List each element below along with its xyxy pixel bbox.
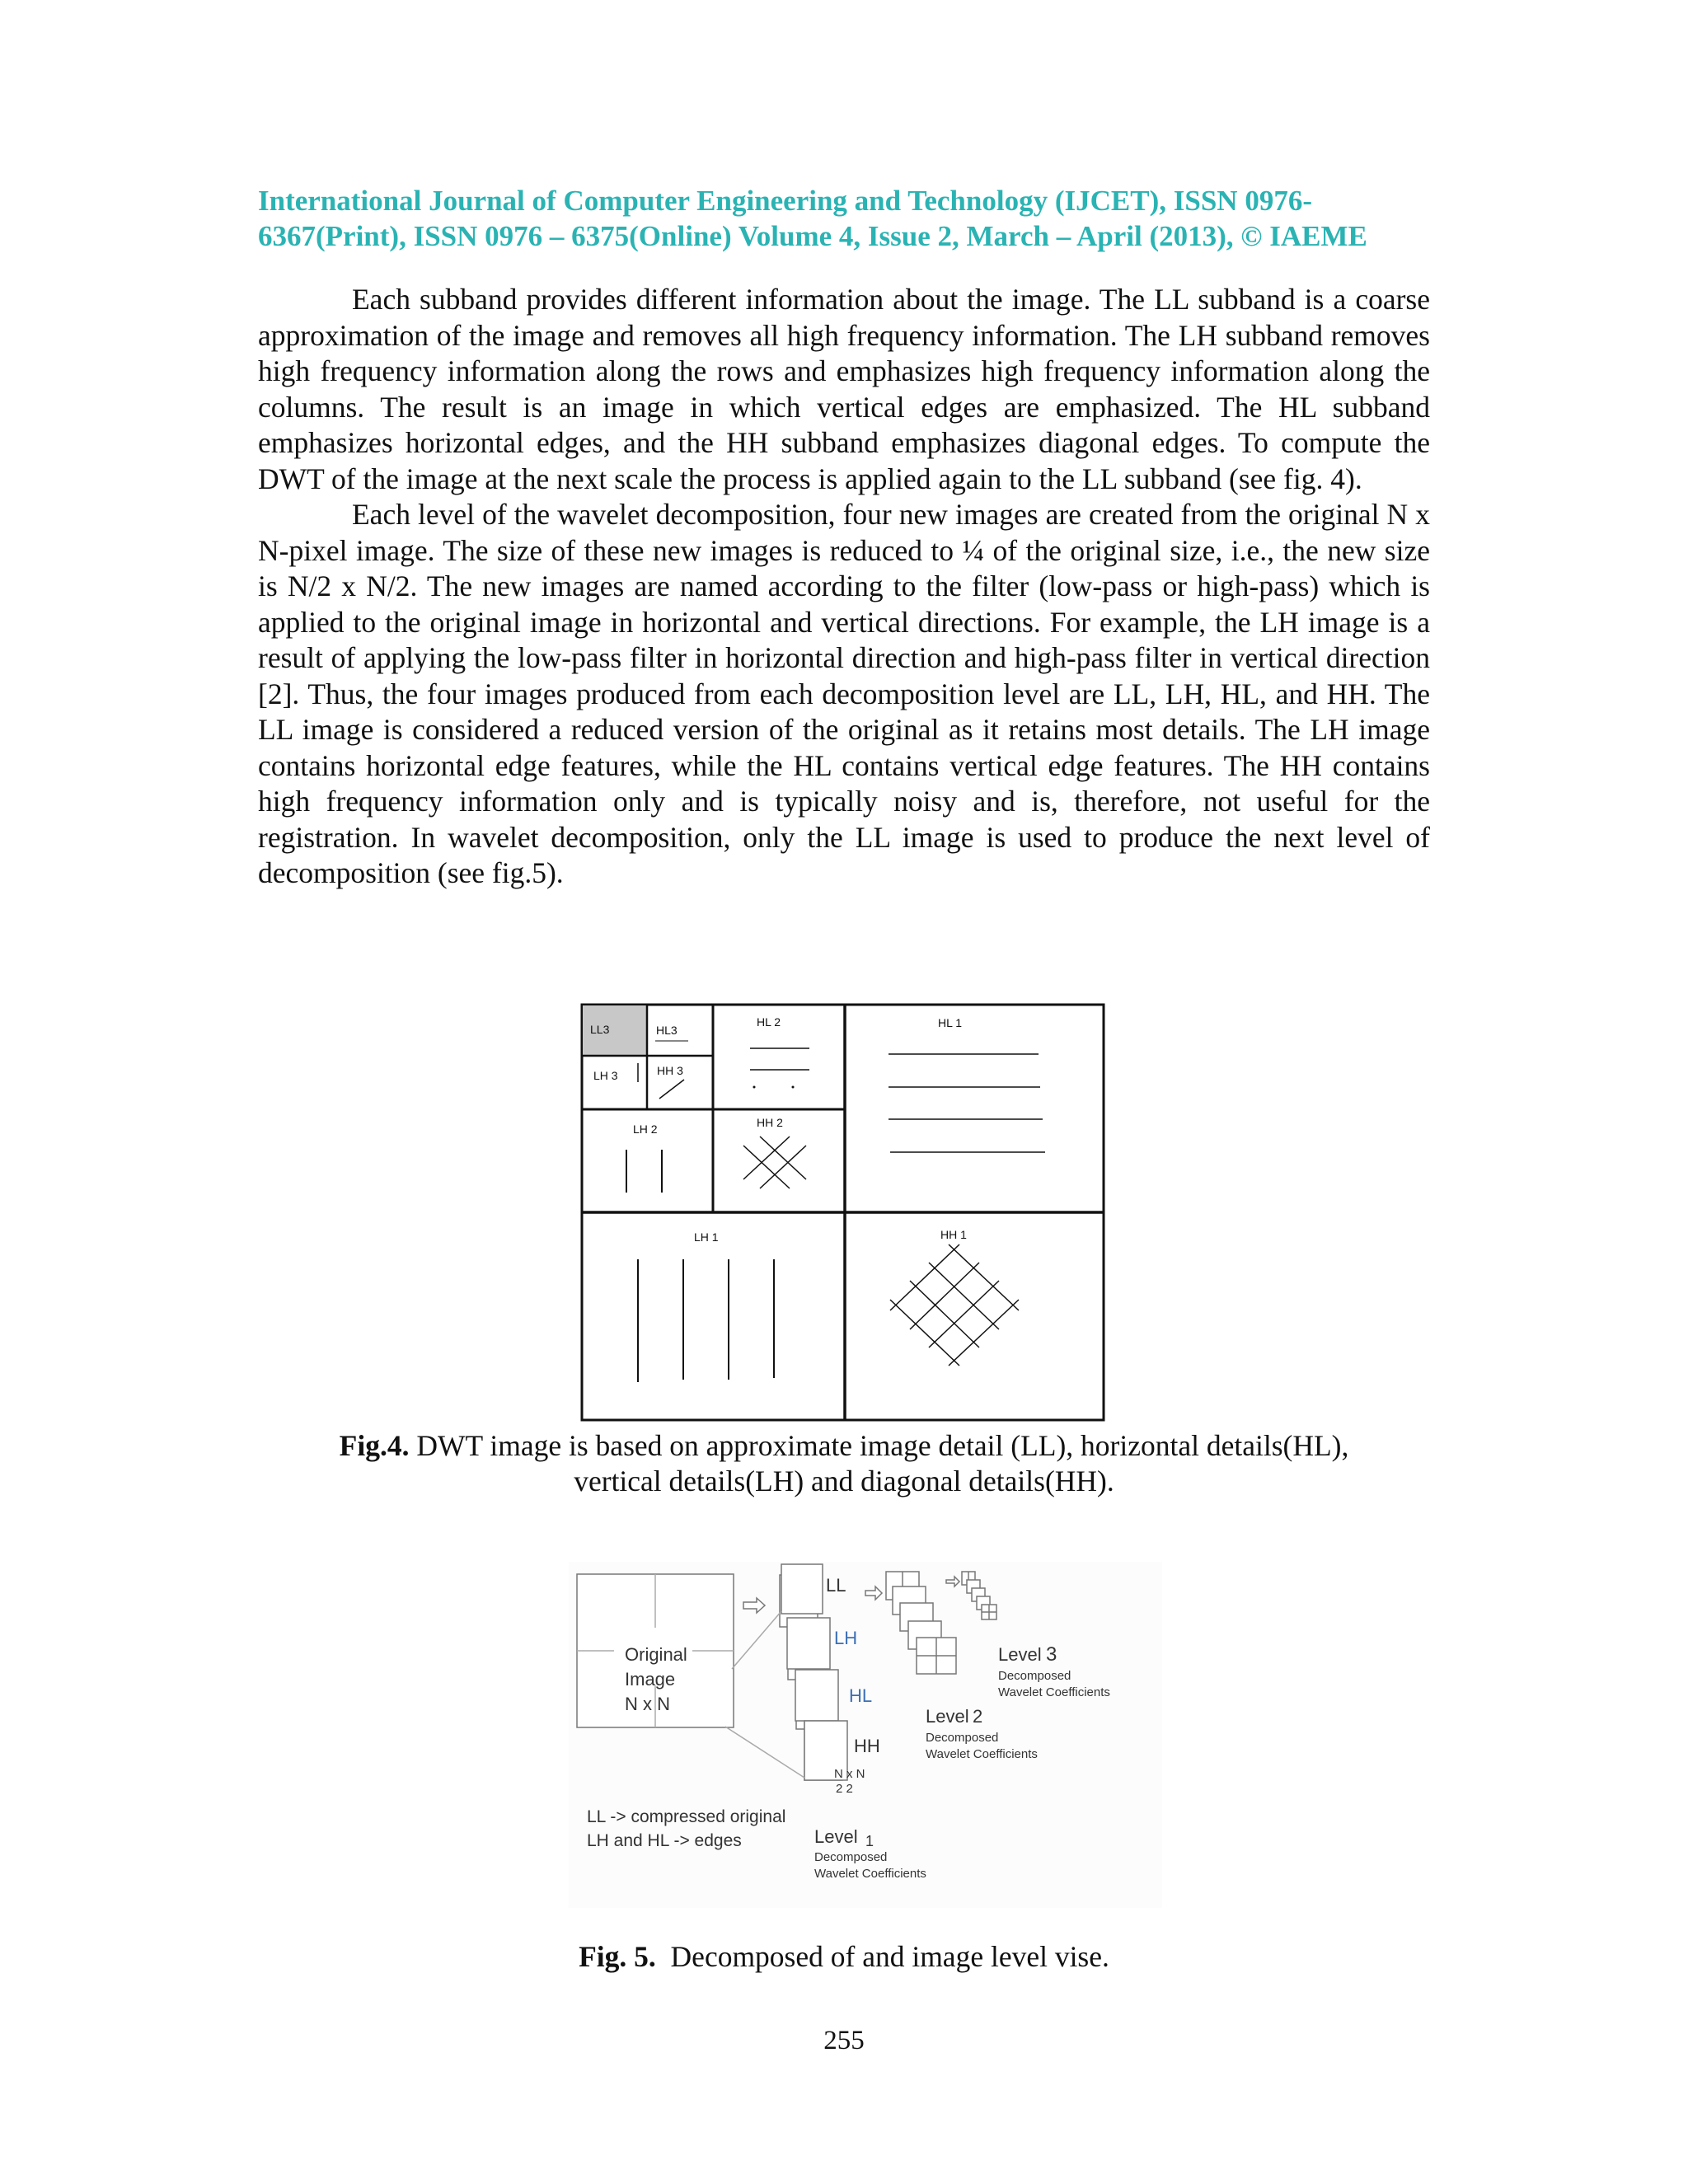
fig5-nxn-bottom: 2 2 xyxy=(836,1782,853,1796)
fig5-decomposition-diagram xyxy=(569,1562,1162,1908)
fig5-nxn-top: N x N xyxy=(834,1767,865,1781)
body-text xyxy=(258,282,1430,892)
fig5-level3-num: 3 xyxy=(1046,1643,1057,1666)
page-number: 255 xyxy=(823,2026,865,2055)
journal-header xyxy=(258,183,1430,254)
paragraph-1: Each subband provides different information about the image. The LL subband is a coarse approximation of the image and removes all high frequency information. The LH subband removes high frequency information along the rows and emphasizes high frequency information along the columns. The result is an image in which vertical edges are emphasized. The HL subband emphasizes horizontal edges, and the HH subband emphasizes diagonal edges. To compute the DWT of the image at the next scale the process is applied again to the LL subband (see fig. 4). xyxy=(258,283,1430,495)
fig5-original-line-1: Original xyxy=(625,1644,687,1665)
fig4-caption-line-1: DWT image is based on approximate image detail (LL), horizontal details(HL), xyxy=(409,1429,1349,1462)
label-hh2: HH 2 xyxy=(757,1116,783,1129)
fig5-caption-text: Decomposed of and image level vise. xyxy=(655,1940,1109,1973)
label-hl2: HL 2 xyxy=(757,1015,781,1029)
label-hh3: HH 3 xyxy=(657,1064,683,1077)
fig5-note-1: LL -> compressed original xyxy=(587,1807,786,1826)
header-line-2: 6367(Print), ISSN 0976 – 6375(Online) Volume 4, Issue 2, March – April (2013), © IAEME xyxy=(258,220,1367,252)
fig5-level1-label: Level xyxy=(814,1826,858,1847)
fig5-original-line-2: Image xyxy=(625,1669,676,1690)
label-lh2: LH 2 xyxy=(633,1122,658,1136)
fig5-hl: HL xyxy=(849,1685,873,1706)
fig5-level2-num: 2 xyxy=(973,1706,983,1727)
fig5-caption-label: Fig. 5. xyxy=(579,1940,656,1973)
label-lh3: LH 3 xyxy=(593,1069,618,1082)
header-line-1: International Journal of Computer Engineering and Technology (IJCET), ISSN 0976- xyxy=(258,185,1312,217)
label-hh1: HH 1 xyxy=(940,1228,967,1241)
label-hl1: HL 1 xyxy=(938,1016,963,1029)
fig5-level1-num: 1 xyxy=(865,1833,874,1849)
fig5-level3-label: Level xyxy=(998,1644,1042,1665)
fig5-ll: LL xyxy=(826,1575,846,1596)
fig4-caption-label: Fig.4. xyxy=(339,1429,410,1462)
fig5-caption xyxy=(258,1939,1430,1975)
fig4-dwt-diagram xyxy=(577,1001,1109,1423)
fig5-lh: LH xyxy=(834,1628,858,1648)
fig5-original-line-3: N x N xyxy=(625,1694,670,1714)
fig4-caption-line-2: vertical details(LH) and diagonal details(HH). xyxy=(574,1465,1114,1497)
fig5-level2-decomposed: Decomposed xyxy=(926,1731,999,1745)
label-hl3: HL3 xyxy=(656,1024,678,1037)
fig5-hh: HH xyxy=(854,1736,880,1756)
label-lh1: LH 1 xyxy=(694,1230,719,1244)
fig5-level2-coeffs: Wavelet Coefficients xyxy=(926,1747,1038,1761)
label-ll3: LL3 xyxy=(590,1023,610,1036)
fig4-caption xyxy=(258,1428,1430,1499)
fig5-level1-decomposed: Decomposed xyxy=(814,1850,888,1864)
fig5-level3-coeffs: Wavelet Coefficients xyxy=(998,1685,1110,1699)
fig5-level1-coeffs: Wavelet Coefficients xyxy=(814,1867,926,1881)
paragraph-2: Each level of the wavelet decomposition, four new images are created from the original N x N-pixel image. The size of these new images is reduced to ¼ of the original size, i.e., the new size is N/2 x N/2. The new images are named according to the filter (low-pass or high-pass) which is applied to the original image in horizontal and vertical directions. For example, the LH image is a result of applying the low-pass filter in horizontal direction and high-pass filter in vertical direction [2]. Thus, the four images produced from each decomposition level are LL, LH, HL, and HH. The LL image is considered a reduced version of the original as it retains most details. The LH image contains horizontal edge features, while the HL contains vertical edge features. The HH contains high frequency information only and is typically noisy and is, therefore, not useful for the registration. In wavelet decomposition, only the LL image is used to produce the next level of decomposition (see fig.5). xyxy=(258,498,1430,889)
fig5-level3-decomposed: Decomposed xyxy=(998,1669,1071,1683)
fig5-note-2: LH and HL -> edges xyxy=(587,1831,742,1850)
fig5-level2-label: Level xyxy=(926,1706,969,1727)
